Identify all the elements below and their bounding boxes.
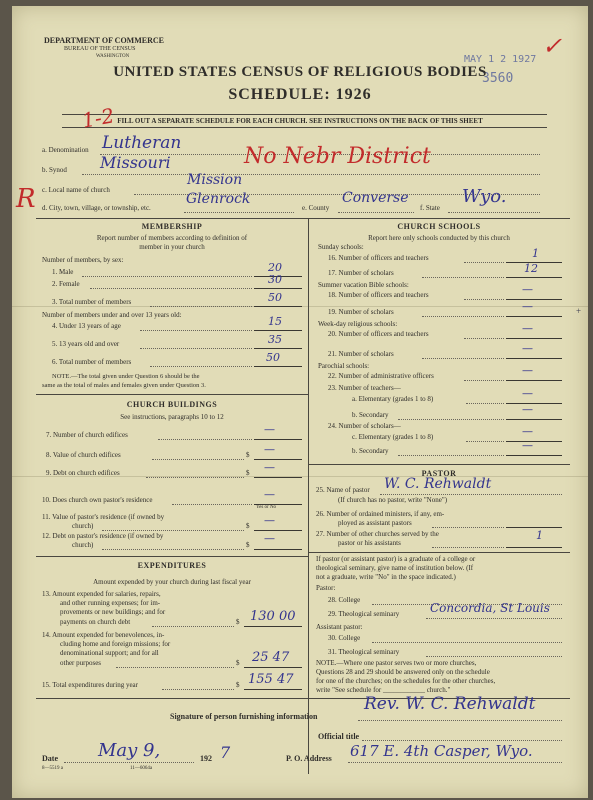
- dollar-sign: $: [246, 541, 250, 549]
- signature-value[interactable]: Rev. W. C. Rehwaldt: [364, 694, 536, 714]
- q23b-label: b. Secondary: [352, 411, 389, 419]
- summer-label: Summer vacation Bible schools:: [318, 281, 409, 289]
- graduate-note: not a graduate, write "No" in the space indicated.): [316, 573, 456, 581]
- synod-value[interactable]: Missouri: [100, 153, 171, 172]
- po-address-label: P. O. Address: [286, 754, 332, 763]
- district-value[interactable]: No Nebr District: [244, 144, 431, 169]
- q11-label: 11. Value of pastor's residence (if owned by: [42, 513, 165, 521]
- q10-label: 10. Does church own pastor's residence: [42, 496, 153, 504]
- q14-label: 14. Amount expended for benevolences, in-: [42, 631, 165, 639]
- county-label: e. County: [302, 204, 330, 212]
- by-sex-label: Number of members, by sex:: [42, 256, 124, 264]
- q27-label-cont: pastor or his assistants: [338, 539, 401, 547]
- q16-value[interactable]: 1: [532, 247, 539, 260]
- yes-no-hint: Yes or No: [256, 505, 277, 510]
- dollar-sign: $: [236, 659, 240, 667]
- q17-label: 17. Number of scholars: [328, 269, 394, 277]
- q23a-label: a. Elementary (grades 1 to 8): [352, 395, 434, 403]
- q5-value[interactable]: 35: [268, 333, 282, 346]
- schedule-number-stamp: 3560: [482, 71, 514, 86]
- q25-value[interactable]: W. C. Rehwaldt: [384, 476, 492, 492]
- q4-label: 4. Under 13 years of age: [52, 322, 121, 330]
- form-title: UNITED STATES CENSUS OF RELIGIOUS BODIES: [113, 64, 487, 80]
- po-address-value[interactable]: 617 E. 4th Casper, Wyo.: [350, 742, 533, 760]
- buildings-title: CHURCH BUILDINGS: [126, 400, 218, 409]
- dollar-sign: $: [246, 522, 250, 530]
- synod-label: b. Synod: [42, 166, 67, 174]
- q11-label-cont: church): [72, 522, 94, 530]
- q30-label: 30. College: [328, 634, 361, 642]
- q3-value[interactable]: 50: [268, 291, 282, 304]
- q24-label: 24. Number of scholars—: [328, 422, 401, 430]
- q6-value[interactable]: 50: [266, 351, 280, 364]
- q9-label: 9. Debt on church edifices: [46, 469, 120, 477]
- year-prefix: 192: [200, 754, 212, 763]
- q19-value[interactable]: —: [522, 300, 533, 313]
- q31-label: 31. Theological seminary: [328, 648, 400, 656]
- assistant-subheading: Assistant pastor:: [316, 623, 363, 631]
- date-value[interactable]: May 9,: [98, 740, 161, 761]
- q21-value[interactable]: —: [522, 342, 533, 355]
- graduate-note: If pastor (or assistant pastor) is a graduate of a college or: [316, 555, 476, 563]
- q18-value[interactable]: —: [522, 283, 533, 296]
- by-age-label: Number of members under and over 13 years old:: [42, 311, 182, 319]
- membership-footnote: NOTE.—The total given under Question 6 should be the: [52, 373, 200, 380]
- city-label: d. City, town, village, or township, etc.: [42, 204, 151, 212]
- margin-tick-mark: +: [576, 306, 582, 316]
- q4-value[interactable]: 15: [268, 315, 282, 328]
- schools-note: Report here only schools conducted by this church: [368, 234, 510, 242]
- q12-label: 12. Debt on pastor's residence (if owned by: [42, 532, 164, 540]
- q1-label: 1. Male: [52, 268, 74, 276]
- bureau-label: BUREAU OF THE CENSUS: [64, 46, 136, 52]
- q20-value[interactable]: —: [522, 322, 533, 335]
- received-date-stamp: MAY 1 2 1927: [464, 54, 537, 65]
- form-number: 8—5519 a: [42, 766, 63, 771]
- q14-label-cont: other purposes: [60, 659, 102, 667]
- local-name-value[interactable]: Mission: [187, 172, 243, 188]
- q23a-value[interactable]: —: [522, 387, 533, 400]
- q24d-value[interactable]: —: [522, 439, 533, 452]
- dollar-sign: $: [236, 618, 240, 626]
- weekday-label: Week-day religious schools:: [318, 320, 398, 328]
- local-name-label: c. Local name of church: [42, 186, 110, 194]
- parochial-label: Parochial schools:: [318, 362, 370, 370]
- q17-value[interactable]: 12: [524, 262, 538, 275]
- q28-label: 28. College: [328, 596, 361, 604]
- q25-label: 25. Name of pastor: [316, 486, 370, 494]
- dollar-sign: $: [246, 469, 250, 477]
- date-label: Date: [42, 754, 58, 763]
- form-subtitle: SCHEDULE: 1926: [228, 86, 372, 103]
- city-value[interactable]: Glenrock: [186, 191, 251, 207]
- q13-value[interactable]: 130 00: [250, 609, 296, 624]
- q20-label: 20. Number of officers and teachers: [328, 330, 429, 338]
- denomination-value[interactable]: Lutheran: [102, 133, 182, 153]
- pastor-note: write "See schedule for ____________ church.": [316, 686, 451, 694]
- pastor-note: Questions 28 and 29 should be answered only on the schedule: [316, 668, 490, 676]
- q14-label-cont: denominational support; and for all: [60, 649, 159, 657]
- q15-label: 15. Total expenditures during year: [42, 681, 138, 689]
- q13-label-cont: provements or new buildings; and for: [60, 608, 166, 616]
- q8-value[interactable]: —: [264, 443, 275, 456]
- q12-label-cont: church): [72, 541, 94, 549]
- q13-label: 13. Amount expended for salaries, repairs,: [42, 590, 161, 598]
- q15-value[interactable]: 155 47: [248, 672, 294, 687]
- q11-value[interactable]: —: [264, 514, 275, 527]
- q24d-label: b. Secondary: [352, 447, 389, 455]
- q23-label: 23. Number of teachers—: [328, 384, 401, 392]
- instruction-banner: FILL OUT A SEPARATE SCHEDULE FOR EACH CHURCH. SEE INSTRUCTIONS ON THE BACK OF THIS SHEET: [117, 117, 483, 125]
- q26-label: 26. Number of ordained ministers, if any, em-: [316, 510, 445, 518]
- signature-label: Signature of person furnishing information: [170, 712, 318, 721]
- dollar-sign: $: [246, 451, 250, 459]
- sunday-label: Sunday schools:: [318, 243, 364, 251]
- state-label: f. State: [420, 204, 440, 212]
- q21-label: 21. Number of scholars: [328, 350, 394, 358]
- denomination-label: a. Denomination: [42, 146, 89, 154]
- expenditures-note: Amount expended by your church during last fiscal year: [93, 578, 251, 586]
- q7-label: 7. Number of church edifices: [46, 431, 128, 439]
- q24c-label: c. Elementary (grades 1 to 8): [352, 433, 434, 441]
- pastor-note: NOTE.—Where one pastor serves two or more churches,: [316, 659, 477, 667]
- q25-note: (If church has no pastor, write "None"): [338, 496, 448, 504]
- red-annotation-number: 1-2: [80, 103, 117, 133]
- q3-label: 3. Total number of members: [52, 298, 132, 306]
- membership-note: member in your church: [139, 243, 205, 251]
- q13-label-cont: payments on church debt: [60, 618, 131, 626]
- buildings-note: See instructions, paragraphs 10 to 12: [120, 413, 224, 421]
- year-value[interactable]: 7: [220, 743, 231, 762]
- q24c-value[interactable]: —: [522, 425, 533, 438]
- red-check-mark: ✓: [542, 32, 563, 60]
- q7-value[interactable]: —: [264, 423, 275, 436]
- q18-label: 18. Number of officers and teachers: [328, 291, 429, 299]
- pastor-title: PASTOR: [421, 469, 457, 478]
- q10-value[interactable]: —: [264, 488, 275, 501]
- q27-value[interactable]: 1: [536, 529, 543, 542]
- city-label: WASHINGTON: [96, 54, 130, 59]
- q8-label: 8. Value of church edifices: [46, 451, 121, 459]
- q19-label: 19. Number of scholars: [328, 308, 394, 316]
- q26-label-cont: ployed as assistant pastors: [338, 519, 412, 527]
- q9-value[interactable]: —: [264, 461, 275, 474]
- form-number-2: 11—6064a: [130, 766, 153, 771]
- q29-label: 29. Theological seminary: [328, 610, 400, 618]
- pastor-note: for one of the churches; on the schedules for the other churches,: [316, 677, 496, 685]
- membership-title: MEMBERSHIP: [141, 222, 203, 231]
- expenditures-title: EXPENDITURES: [137, 561, 207, 570]
- q22-label: 22. Number of administrative officers: [328, 372, 434, 380]
- q23b-value[interactable]: —: [522, 403, 533, 416]
- q27-label: 27. Number of other churches served by the: [316, 530, 439, 538]
- official-title-label: Official title: [318, 732, 360, 741]
- state-value[interactable]: Wyo.: [462, 186, 507, 207]
- q14-value[interactable]: 25 47: [252, 650, 290, 665]
- q2-label: 2. Female: [52, 280, 80, 288]
- q1-value[interactable]: 20: [268, 261, 282, 274]
- q12-value[interactable]: —: [264, 532, 275, 545]
- membership-note: Report number of members according to definition of: [96, 234, 248, 242]
- q16-label: 16. Number of officers and teachers: [328, 254, 429, 262]
- dollar-sign: $: [236, 681, 240, 689]
- census-schedule-sheet: [12, 6, 588, 798]
- q13-label-cont: and other running expenses; for im-: [60, 599, 161, 607]
- membership-footnote: same as the total of males and females given under Question 3.: [42, 382, 206, 389]
- q2-value[interactable]: 30: [268, 273, 282, 286]
- q29-value[interactable]: Concordia, St Louis: [430, 601, 550, 615]
- q5-label: 5. 13 years old and over: [52, 340, 120, 348]
- pastor-subheading: Pastor:: [316, 584, 336, 592]
- graduate-note: theological seminary, give name of institution below. (If: [316, 564, 474, 572]
- q14-label-cont: cluding home and foreign missions; for: [60, 640, 171, 648]
- red-r-mark: R: [16, 184, 36, 214]
- q22-value[interactable]: —: [522, 364, 533, 377]
- county-value[interactable]: Converse: [342, 190, 409, 206]
- q6-label: 6. Total number of members: [52, 358, 132, 366]
- schools-title: CHURCH SCHOOLS: [397, 222, 481, 231]
- department-label: DEPARTMENT OF COMMERCE: [44, 36, 165, 45]
